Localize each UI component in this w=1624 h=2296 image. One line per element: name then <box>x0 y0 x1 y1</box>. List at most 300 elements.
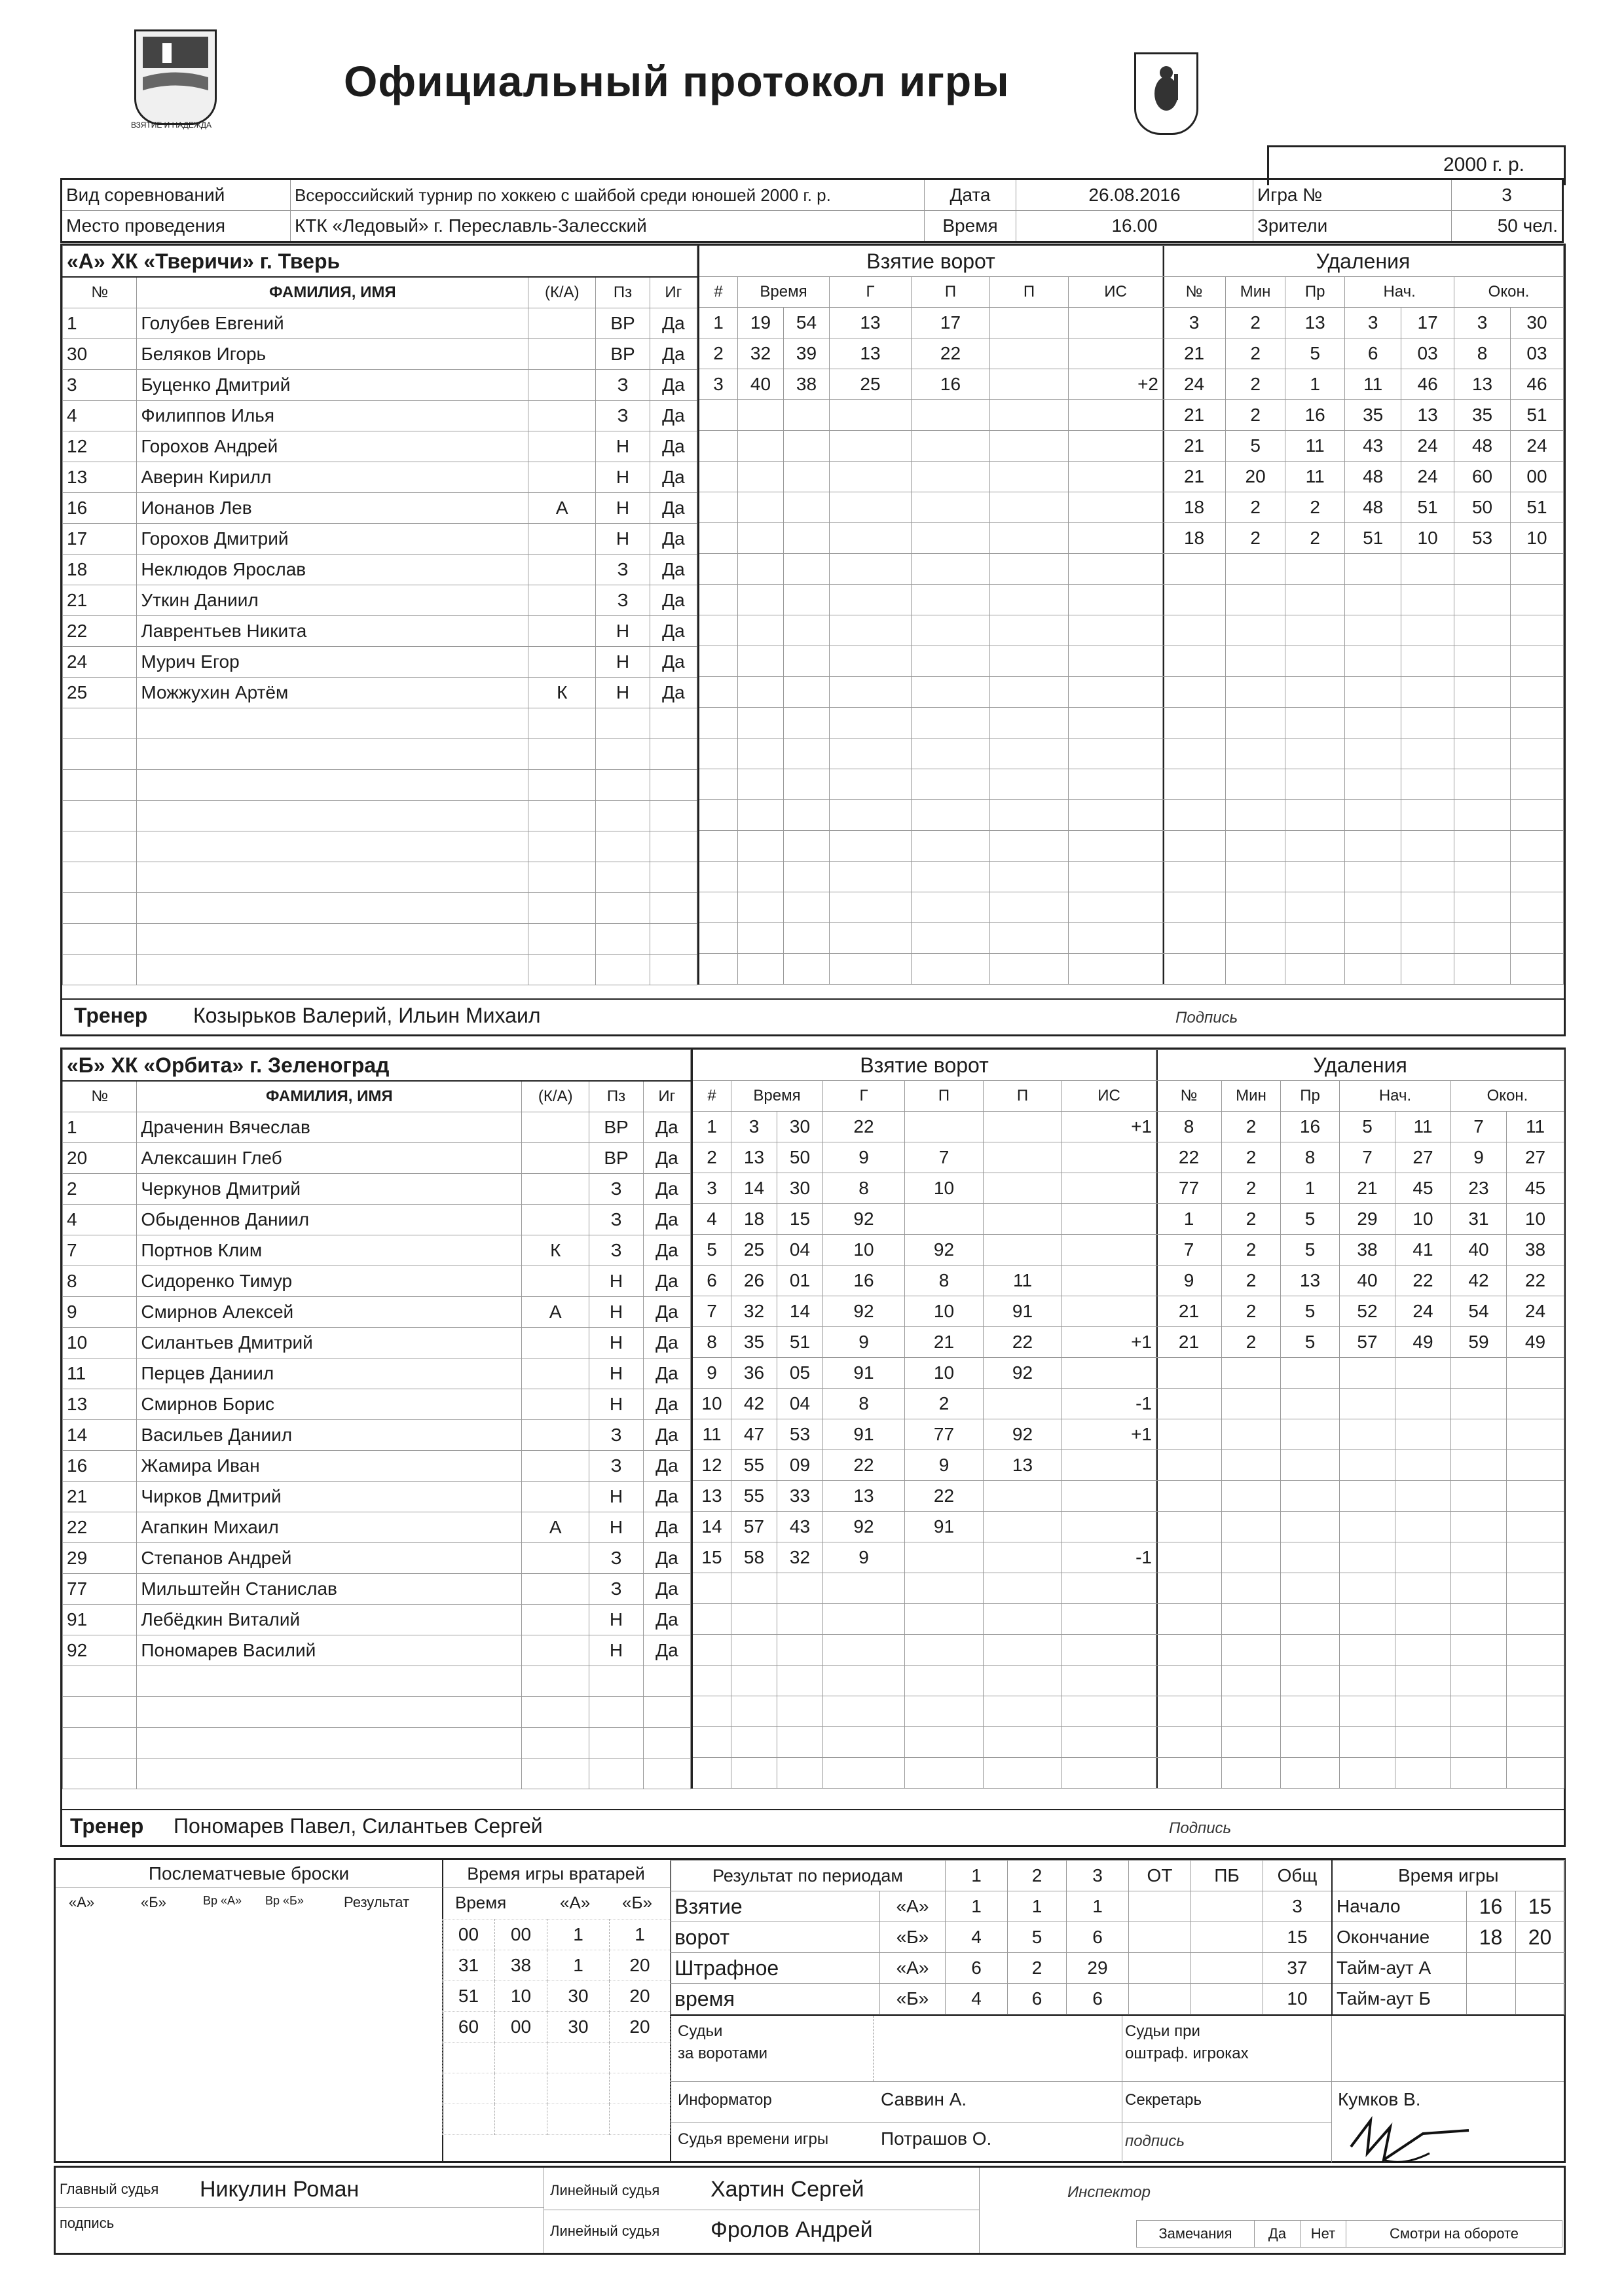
game-time-title: Время игры <box>1332 1861 1564 1891</box>
goal-number: 2 <box>692 1142 731 1173</box>
team-a-goals <box>697 246 1164 985</box>
goal-col-num: # <box>699 277 738 308</box>
penalty-row <box>1156 1204 1564 1235</box>
shootout-col-gk-b: Вр «Б» <box>265 1894 304 1907</box>
empty-cell <box>650 739 697 770</box>
penalty-player: 21 <box>1156 1327 1222 1358</box>
empty-cell <box>137 708 528 739</box>
empty-cell <box>692 1573 731 1604</box>
player-played: Да <box>650 616 697 647</box>
empty-cell <box>596 955 650 985</box>
penalty-player: 7 <box>1156 1235 1222 1266</box>
penalty-row <box>1156 1235 1564 1266</box>
penalty-player: 21 <box>1163 338 1226 369</box>
coach-a-label: Тренер <box>74 1004 148 1027</box>
empty-cell <box>137 1728 522 1758</box>
player-number: 13 <box>63 1389 137 1420</box>
goal-minute: 36 <box>731 1358 777 1389</box>
goal-row <box>699 431 1164 462</box>
empty-cell <box>830 677 912 708</box>
empty-cell <box>1156 1542 1222 1573</box>
empty-cell <box>1511 554 1564 585</box>
goal-row <box>692 1358 1157 1389</box>
penalty-row <box>1156 1419 1564 1450</box>
empty-cell <box>1226 554 1285 585</box>
empty-cell <box>784 646 830 677</box>
empty-cell <box>1401 862 1454 892</box>
penalty-end-min: 3 <box>1454 308 1511 338</box>
empty-cell <box>610 2073 671 2104</box>
empty-cell <box>699 708 738 738</box>
game-time-table <box>1331 1860 1565 2014</box>
empty-cell <box>912 492 990 523</box>
empty-cell <box>699 862 738 892</box>
period-col-total: Общ <box>1263 1861 1332 1891</box>
penalty-start-min: 6 <box>1345 338 1401 369</box>
empty-cell <box>596 924 650 955</box>
goal-situation: +1 <box>1062 1112 1157 1142</box>
player-name: Мурич Егор <box>137 647 528 678</box>
penalty-row <box>1156 1481 1564 1512</box>
col-played: Иг <box>650 277 697 308</box>
coach-a-signature-label: Подпись <box>1175 1009 1238 1027</box>
empty-cell <box>1401 646 1454 677</box>
chief-row-divider <box>56 2207 544 2208</box>
empty-cell <box>738 677 784 708</box>
goal-scorer: 13 <box>830 308 912 338</box>
goal-scorer: 9 <box>823 1142 905 1173</box>
player-position: Н <box>596 431 650 462</box>
player-role <box>522 1543 589 1574</box>
empty-cell <box>823 1696 905 1727</box>
penalty-row <box>1163 492 1564 523</box>
empty-cell <box>1340 1450 1395 1481</box>
goals-b-tag: «Б» <box>880 1922 946 1953</box>
empty-cell <box>1069 738 1164 769</box>
empty-cell <box>1451 1727 1507 1758</box>
empty-cell <box>731 1758 777 1789</box>
player-role <box>522 1451 589 1482</box>
player-played: Да <box>650 524 697 555</box>
period-col-pb: ПБ <box>1191 1861 1263 1891</box>
penalty-minutes: 2 <box>1226 523 1285 554</box>
empty-cell <box>1451 1450 1507 1481</box>
penalty-reason: 5 <box>1285 338 1345 369</box>
penalty-row <box>1163 308 1564 338</box>
player-position: З <box>596 401 650 431</box>
period-title: Результат по периодам <box>671 1861 946 1891</box>
empty-cell <box>699 954 738 985</box>
penalty-end-min: 9 <box>1451 1142 1507 1173</box>
goal-second: 14 <box>777 1296 823 1327</box>
empty-cell <box>738 523 784 554</box>
goalie-time-row <box>443 2012 671 2043</box>
goal-row <box>692 1204 1157 1235</box>
penalty-start-sec: 46 <box>1401 369 1454 400</box>
birth-year: 2000 г. р. <box>1443 154 1524 175</box>
penalty-start-sec: 10 <box>1395 1204 1451 1235</box>
empty-cell <box>643 1666 690 1697</box>
roster-row <box>63 339 697 370</box>
empty-cell <box>784 554 830 585</box>
penalty-player: 3 <box>1163 308 1226 338</box>
empty-cell <box>784 431 830 462</box>
empty-cell <box>990 800 1069 831</box>
goal-assist-1: 77 <box>905 1419 984 1450</box>
team-a-section <box>60 244 1566 1036</box>
empty-cell <box>1511 923 1564 954</box>
penalty-reason: 5 <box>1281 1296 1340 1327</box>
goal-row <box>699 492 1164 523</box>
goal-situation: -1 <box>1062 1389 1157 1419</box>
empty-cell <box>1507 1389 1564 1419</box>
gk-second: 10 <box>495 1981 547 2012</box>
goal-assist-1: 10 <box>905 1296 984 1327</box>
period-col-ot: ОТ <box>1129 1861 1191 1891</box>
goal-scorer: 13 <box>823 1481 905 1512</box>
empty-cell <box>699 677 738 708</box>
roster-row <box>63 678 697 708</box>
empty-cell <box>1222 1666 1281 1696</box>
goals-a-p1: 1 <box>946 1891 1008 1922</box>
empty-cell <box>1401 738 1454 769</box>
penalty-start-sec: 41 <box>1395 1235 1451 1266</box>
empty-cell <box>1401 923 1454 954</box>
goal-assist-2 <box>984 1112 1062 1142</box>
penalty-reason: 2 <box>1285 523 1345 554</box>
empty-cell <box>699 923 738 954</box>
empty-cell <box>1226 831 1285 862</box>
player-role <box>528 339 596 370</box>
goal-assist-2 <box>984 1204 1062 1235</box>
roster-row <box>63 739 697 770</box>
empty-cell <box>830 862 912 892</box>
empty-cell <box>1454 769 1511 800</box>
player-name: Обыденнов Даниил <box>137 1205 522 1235</box>
goal-b-col-is: ИС <box>1062 1081 1157 1112</box>
remarks-table <box>1136 2220 1562 2248</box>
empty-cell <box>692 1635 731 1666</box>
empty-cell <box>528 801 596 831</box>
empty-cell <box>912 615 990 646</box>
pim-a-ot <box>1129 1953 1191 1984</box>
empty-cell <box>1507 1727 1564 1758</box>
pen-col-no: № <box>1163 277 1226 308</box>
empty-cell <box>830 769 912 800</box>
player-number: 16 <box>63 1451 137 1482</box>
player-position: Н <box>596 524 650 555</box>
player-position: Н <box>589 1389 643 1420</box>
empty-cell <box>784 677 830 708</box>
empty-cell <box>699 646 738 677</box>
goal-minute: 55 <box>731 1450 777 1481</box>
city-crest-right <box>1134 52 1198 135</box>
player-number: 4 <box>63 401 137 431</box>
penalty-minutes: 2 <box>1226 338 1285 369</box>
penalty-end-min: 31 <box>1451 1204 1507 1235</box>
empty-cell <box>1345 615 1401 646</box>
empty-cell <box>699 523 738 554</box>
empty-cell <box>1345 923 1401 954</box>
goal-row <box>692 1727 1157 1758</box>
gk-second: 38 <box>495 1950 547 1981</box>
goal-row <box>692 1481 1157 1512</box>
goal-second: 09 <box>777 1450 823 1481</box>
col-pos: Пз <box>596 277 650 308</box>
goal-assist-2 <box>984 1542 1062 1573</box>
empty-cell <box>984 1635 1062 1666</box>
goal-situation: -1 <box>1062 1542 1157 1573</box>
player-name: Жамира Иван <box>137 1451 522 1482</box>
roster-row <box>63 1666 691 1697</box>
empty-cell <box>1222 1573 1281 1604</box>
empty-cell <box>137 955 528 985</box>
goals-b-total: 15 <box>1263 1922 1332 1953</box>
shootout-col-b: «Б» <box>141 1894 166 1910</box>
penalty-end-sec: 38 <box>1507 1235 1564 1266</box>
coach-b-signature-label: Подпись <box>1169 1819 1232 1837</box>
roster-row <box>63 1635 691 1666</box>
goal-number: 5 <box>692 1235 731 1266</box>
empty-cell <box>643 1697 690 1728</box>
time-value: 16.00 <box>1016 211 1253 242</box>
linesman-1-value: Хартин Сергей <box>710 2177 864 2202</box>
goal-row <box>692 1266 1157 1296</box>
goal-assist-1: 2 <box>905 1389 984 1419</box>
empty-cell <box>1507 1573 1564 1604</box>
empty-cell <box>1454 923 1511 954</box>
goal-situation <box>1062 1481 1157 1512</box>
empty-cell <box>1156 1696 1222 1727</box>
empty-cell <box>1451 1758 1507 1789</box>
penalty-player: 21 <box>1163 400 1226 431</box>
player-name: Буценко Дмитрий <box>137 370 528 401</box>
empty-cell <box>1222 1635 1281 1666</box>
empty-cell <box>1163 923 1226 954</box>
empty-cell <box>589 1728 643 1758</box>
penalty-row <box>1156 1358 1564 1389</box>
gk-team-a: 1 <box>547 1920 610 1950</box>
empty-cell <box>589 1758 643 1789</box>
empty-cell <box>650 708 697 739</box>
goal-minute: 57 <box>731 1512 777 1542</box>
empty-cell <box>1069 708 1164 738</box>
remarks-no[interactable]: Нет <box>1301 2221 1346 2248</box>
player-name: Портнов Клим <box>137 1235 522 1266</box>
player-name: Чирков Дмитрий <box>137 1482 522 1512</box>
penalty-row <box>1156 1635 1564 1666</box>
roster-row <box>63 1358 691 1389</box>
penalty-end-sec: 49 <box>1507 1327 1564 1358</box>
goal-row <box>692 1173 1157 1204</box>
empty-cell <box>784 492 830 523</box>
roster-row <box>63 893 697 924</box>
goal-col-scorer: Г <box>830 277 912 308</box>
penalty-reason: 5 <box>1281 1235 1340 1266</box>
player-played: Да <box>643 1451 690 1482</box>
player-number: 1 <box>63 308 137 339</box>
goal-second: 04 <box>777 1389 823 1419</box>
penalty-end-min: 60 <box>1454 462 1511 492</box>
empty-cell <box>738 492 784 523</box>
player-position: Н <box>596 493 650 524</box>
empty-cell <box>1511 646 1564 677</box>
penalty-row <box>1163 800 1564 831</box>
player-position: З <box>589 1174 643 1205</box>
player-number: 3 <box>63 370 137 401</box>
penalty-player: 18 <box>1163 523 1226 554</box>
empty-cell <box>1062 1573 1157 1604</box>
penalty-end-sec: 51 <box>1511 492 1564 523</box>
penalty-end-sec: 24 <box>1511 431 1564 462</box>
goal-assist-2 <box>984 1235 1062 1266</box>
empty-cell <box>830 554 912 585</box>
penalty-reason: 11 <box>1285 462 1345 492</box>
player-role: А <box>528 493 596 524</box>
penalty-start-min: 11 <box>1345 369 1401 400</box>
empty-cell <box>1062 1666 1157 1696</box>
empty-cell <box>990 831 1069 862</box>
empty-cell <box>63 955 137 985</box>
penalty-end-sec: 27 <box>1507 1142 1564 1173</box>
pen-col-start: Нач. <box>1345 277 1454 308</box>
roster-row <box>63 1297 691 1328</box>
player-role: К <box>528 678 596 708</box>
player-number: 2 <box>63 1174 137 1205</box>
player-role <box>528 370 596 401</box>
penalty-row <box>1163 615 1564 646</box>
roster-row <box>63 401 697 431</box>
officials-grid <box>670 2014 1564 2162</box>
empty-cell <box>1507 1666 1564 1696</box>
goal-minute: 14 <box>731 1173 777 1204</box>
empty-cell <box>1451 1604 1507 1635</box>
empty-cell <box>1281 1696 1340 1727</box>
penalty-row <box>1163 523 1564 554</box>
player-number: 20 <box>63 1143 137 1174</box>
empty-cell <box>912 554 990 585</box>
empty-cell <box>784 523 830 554</box>
goal-situation <box>1062 1450 1157 1481</box>
empty-cell <box>990 585 1069 615</box>
penalty-row <box>1156 1327 1564 1358</box>
linesman-1-label: Линейный судья <box>550 2182 660 2198</box>
penalty-player: 18 <box>1163 492 1226 523</box>
penalty-minutes: 2 <box>1222 1266 1281 1296</box>
shootout-col-gk-a: Вр «А» <box>203 1894 242 1907</box>
goal-assist-2 <box>984 1512 1062 1542</box>
spectators-label: Зрители <box>1253 211 1452 242</box>
empty-cell <box>1395 1758 1451 1789</box>
empty-cell <box>692 1604 731 1635</box>
empty-cell <box>1069 954 1164 985</box>
empty-cell <box>1395 1389 1451 1419</box>
player-number: 91 <box>63 1605 137 1635</box>
empty-cell <box>63 1728 137 1758</box>
empty-cell <box>63 862 137 893</box>
penalty-minutes: 2 <box>1226 369 1285 400</box>
empty-cell <box>830 923 912 954</box>
empty-cell <box>1345 831 1401 862</box>
goal-second: 53 <box>777 1419 823 1450</box>
goal-assist-2: 92 <box>984 1358 1062 1389</box>
empty-cell <box>137 770 528 801</box>
empty-cell <box>1163 677 1226 708</box>
empty-cell <box>912 677 990 708</box>
penalty-row <box>1163 585 1564 615</box>
penalty-player: 1 <box>1156 1204 1222 1235</box>
goal-row <box>692 1296 1157 1327</box>
city-crest-left <box>134 29 217 125</box>
empty-cell <box>1281 1481 1340 1512</box>
empty-cell <box>63 1666 137 1697</box>
goals-a-p2: 1 <box>1008 1891 1067 1922</box>
penalty-player: 21 <box>1156 1296 1222 1327</box>
gk-team-b: 20 <box>610 1950 671 1981</box>
goal-row <box>699 338 1164 369</box>
empty-cell <box>1226 954 1285 985</box>
bear-icon <box>1136 54 1196 133</box>
gk-team-b: 20 <box>610 1981 671 2012</box>
empty-cell <box>784 615 830 646</box>
player-number: 21 <box>63 1482 137 1512</box>
goal-row <box>692 1542 1157 1573</box>
empty-cell <box>1507 1481 1564 1512</box>
penalty-minutes: 5 <box>1226 431 1285 462</box>
empty-cell <box>1511 738 1564 769</box>
goal-b-col-assist1: П <box>905 1081 984 1112</box>
empty-cell <box>1285 677 1345 708</box>
penalty-player: 21 <box>1163 431 1226 462</box>
penalty-row <box>1156 1173 1564 1204</box>
empty-cell <box>1285 800 1345 831</box>
goal-row <box>699 677 1164 708</box>
empty-cell <box>1395 1696 1451 1727</box>
empty-cell <box>1156 1727 1222 1758</box>
empty-cell <box>784 769 830 800</box>
penalty-start-sec: 49 <box>1395 1327 1451 1358</box>
informator-value: Саввин А. <box>881 2089 967 2109</box>
pim-b-p3: 6 <box>1067 1984 1129 2014</box>
penalty-row <box>1163 923 1564 954</box>
remarks-yes[interactable]: Да <box>1255 2221 1301 2248</box>
goal-minute: 25 <box>731 1235 777 1266</box>
gk-col-time: Время <box>455 1893 507 1912</box>
gk-title: Время игры вратарей <box>442 1860 670 1888</box>
pim-label-1: Штрафное <box>671 1953 880 1984</box>
player-position: Н <box>589 1635 643 1666</box>
team-b-title: «Б» ХК «Орбита» г. Зеленоград <box>63 1050 691 1082</box>
empty-cell <box>1507 1450 1564 1481</box>
empty-cell <box>990 431 1069 462</box>
goal-scorer: 92 <box>823 1296 905 1327</box>
penalty-minutes: 2 <box>1226 492 1285 523</box>
player-role <box>522 1205 589 1235</box>
empty-cell <box>1511 708 1564 738</box>
empty-cell <box>738 431 784 462</box>
shootout-col-a: «А» <box>69 1894 95 1910</box>
goal-assist-1: 9 <box>905 1450 984 1481</box>
competition-value: Всероссийский турнир по хоккею с шайбой среди юношей 2000 г. р. <box>291 179 925 211</box>
empty-cell <box>137 893 528 924</box>
goal-assist-1 <box>905 1542 984 1573</box>
pim-a-p2: 2 <box>1008 1953 1067 1984</box>
period-col-3: 3 <box>1067 1861 1129 1891</box>
player-role <box>528 462 596 493</box>
player-played: Да <box>643 1205 690 1235</box>
empty-cell <box>1401 554 1454 585</box>
penalty-player: 24 <box>1163 369 1226 400</box>
